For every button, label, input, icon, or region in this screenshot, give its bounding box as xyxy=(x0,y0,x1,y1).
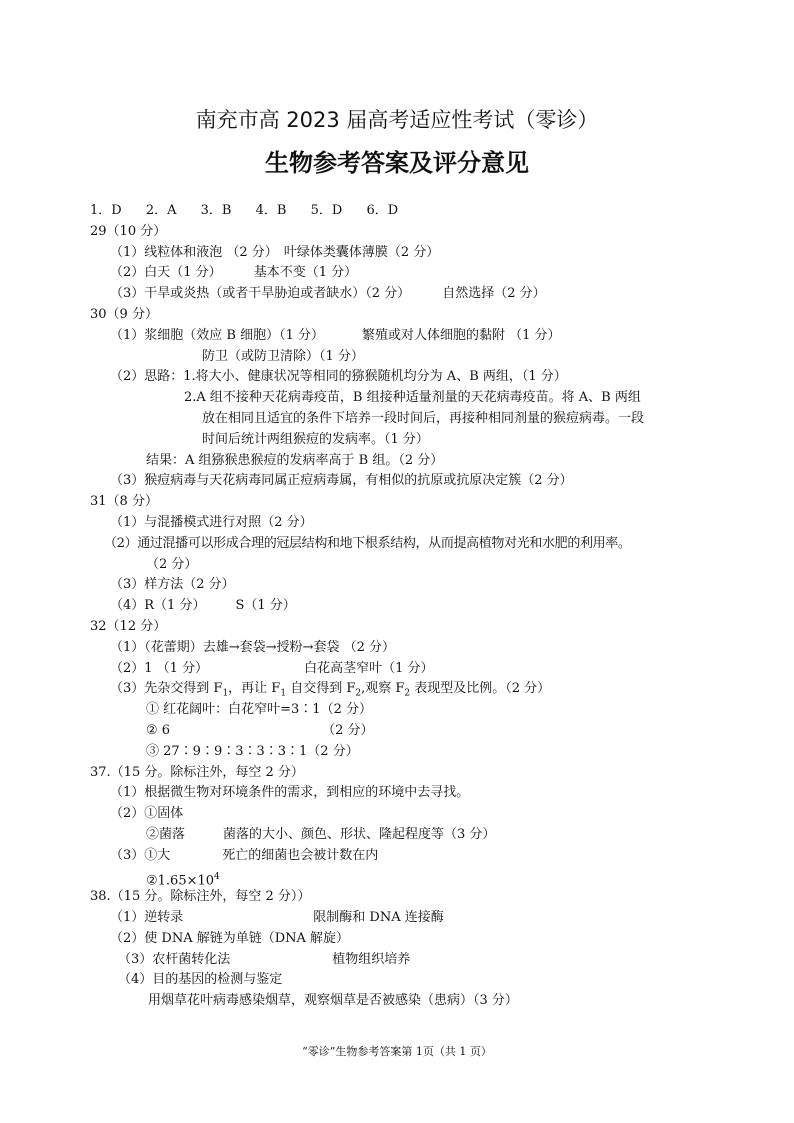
q32-case2-a: ② 6 xyxy=(146,722,171,738)
q29-part2 xyxy=(90,263,710,284)
q32-part3-sub4: 2 xyxy=(404,688,411,699)
q38-part3 xyxy=(90,950,710,971)
q30-part2-c: 放在相同且适宜的条件下培养一段时间后，再接种相同剂量的猴痘病毒。一段 xyxy=(202,410,645,426)
q37-heading: 37.（15 分。除标注外，每空 2 分） xyxy=(90,764,304,780)
q30-part2-a: （2）思路：1.将大小、健康状况等相同的猕猴随机均分为 A、B 两组，（1 分） xyxy=(110,369,567,385)
q37-part3 xyxy=(90,846,710,867)
q37-part3-b: 死亡的细菌也会被计数在内 xyxy=(222,847,379,863)
q30-part1-c: 防卫（或防卫清除）（1 分） xyxy=(202,348,364,364)
q32-part3-text-c: 自交得到 F xyxy=(286,681,356,697)
q32-part3 xyxy=(90,679,710,700)
q30-heading: 30（9 分） xyxy=(90,306,158,322)
q32-case2-b: （2 分） xyxy=(322,722,374,738)
q37-part1: （1）根据微生物对环境条件的需求，到相应的环境中去寻找。 xyxy=(110,785,470,801)
page-footer: “零诊”生物参考答案第 1页（共 1 页） xyxy=(302,1045,492,1058)
mc-answer-4: 4．B xyxy=(255,203,287,218)
q29-part1-b: 叶绿体类囊体薄膜（2 分） xyxy=(283,244,440,260)
q30-part1 xyxy=(90,326,710,347)
q32-heading: 32（12 分） xyxy=(90,618,167,634)
q30-part2-e: 结果：A 组猕猴患猴痘的发病率高于 B 组。（2 分） xyxy=(146,452,444,468)
q31-part3: （3）样方法（2 分） xyxy=(110,577,235,593)
q38-part4: （4）目的基因的检测与鉴定 xyxy=(118,972,283,988)
q32-case2 xyxy=(90,721,710,742)
q32-part3-text-e: 表现型及比例。（2 分） xyxy=(410,681,551,697)
q37-part2: （2）①固体 xyxy=(110,806,184,822)
mc-answer-2: 2．A xyxy=(145,203,177,218)
q31-part4 xyxy=(90,596,710,617)
q31-heading: 31（8 分） xyxy=(90,494,158,510)
q31-part4-a: （4）R（1 分） xyxy=(110,598,206,614)
q38-part1-a: （1）逆转录 xyxy=(110,910,184,926)
mc-answer-3: 3．B xyxy=(200,203,232,218)
q38-part4-b: 用烟草花叶病毒感染烟草，观察烟草是否被感染（患病）（3 分） xyxy=(148,993,518,1009)
q37-part2-b xyxy=(90,825,710,846)
q29-part3-b: 自然选择（2 分） xyxy=(442,286,546,302)
q37-part3-c-sup: 4 xyxy=(214,871,220,882)
exam-title: 南充市高 2023 届高考适应性考试（零诊） xyxy=(195,108,599,132)
q31-part2-score: （2 分） xyxy=(146,556,198,572)
mc-answer-5: 5．D xyxy=(310,203,343,218)
q38-heading: 38.（15 分。除标注外，每空 2 分）） xyxy=(90,889,311,905)
q29-part1 xyxy=(90,243,710,264)
q32-part3-text-d: ,观察 F xyxy=(361,681,405,697)
q32-part2 xyxy=(90,659,710,680)
q29-part1-a: （1）线粒体和液泡 （2 分） xyxy=(110,244,278,260)
q29-heading: 29（10 分） xyxy=(90,223,167,239)
multiple-choice-answers xyxy=(90,201,710,222)
q29-part3 xyxy=(90,284,710,305)
q32-part2-b: 白花高茎窄叶（1 分） xyxy=(304,660,434,676)
q38-part3-b: 植物组织培养 xyxy=(332,951,411,967)
q30-part3: （3）猴痘病毒与天花病毒同属正痘病毒属，有相似的抗原或抗原决定簇（2 分） xyxy=(110,473,573,489)
q31-part2: （2）通过混播可以形成合理的冠层结构和地下根系结构，从而提高植物对光和水肥的利用率。 xyxy=(104,535,631,551)
q37-part2-b-a: ②菌落 xyxy=(146,826,186,842)
q32-case3: ③ 27∶9∶9∶3∶3∶3∶1（2 分） xyxy=(146,743,359,759)
q37-part3-c-text: ②1.65×10 xyxy=(146,872,215,888)
q37-part2-b-b: 菌落的大小、颜色、形状、隆起程度等（3 分） xyxy=(223,826,496,842)
q32-part3-sub1: 1 xyxy=(222,688,229,699)
answer-key-subtitle: 生物参考答案及评分意见 xyxy=(265,149,529,177)
q32-part3-text-a: （3）先杂交得到 F xyxy=(110,681,223,697)
q32-part3-text-b: ，再让 F xyxy=(228,681,281,697)
q30-part1-a: （1）浆细胞（效应 B 细胞）（1 分） xyxy=(110,327,324,343)
q38-part2: （2）使 DNA 解链为单链（DNA 解旋） xyxy=(110,930,350,946)
q38-part3-a: （3）农杆菌转化法 xyxy=(118,951,231,967)
q29-part3-a: （3）干旱或炎热（或者干旱胁迫或者缺水）（2 分） xyxy=(110,286,411,302)
q29-part2-b: 基本不变（1 分） xyxy=(253,265,358,281)
q38-part1-b: 限制酶和 DNA 连接酶 xyxy=(313,910,444,926)
q30-part2-d: 时间后统计两组猴痘的发病率。（1 分） xyxy=(202,431,429,447)
answer-content xyxy=(90,201,710,1012)
q32-case1: ① 红花阔叶：白花窄叶=3∶1（2 分） xyxy=(146,702,372,718)
q37-part3-a: （3）①大 xyxy=(110,847,171,863)
q30-part2-b: 2.A 组不接种天花病毒疫苗，B 组接种适量剂量的天花病毒疫苗。将 A、B 两组 xyxy=(184,390,641,406)
q32-part1: （1）（花蕾期）去雄→套袋→授粉→套袋 （2 分） xyxy=(110,639,395,655)
q32-part3-sub2: 1 xyxy=(280,688,287,699)
q29-part2-a: （2）白天（1 分） xyxy=(110,265,222,281)
q31-part4-b: S（1 分） xyxy=(235,598,296,614)
q38-part1 xyxy=(90,908,710,929)
mc-answer-1: 1．D xyxy=(90,203,122,218)
q32-part3-sub3: 2 xyxy=(355,688,362,699)
q37-part3-c xyxy=(90,867,710,888)
q31-part1: （1）与混播模式进行对照（2 分） xyxy=(110,514,313,530)
mc-answer-6: 6．D xyxy=(366,203,399,218)
q32-part2-a: （2）1 （1 分） xyxy=(110,660,209,676)
q30-part1-b: 繁殖或对人体细胞的黏附 （1 分） xyxy=(362,327,561,343)
